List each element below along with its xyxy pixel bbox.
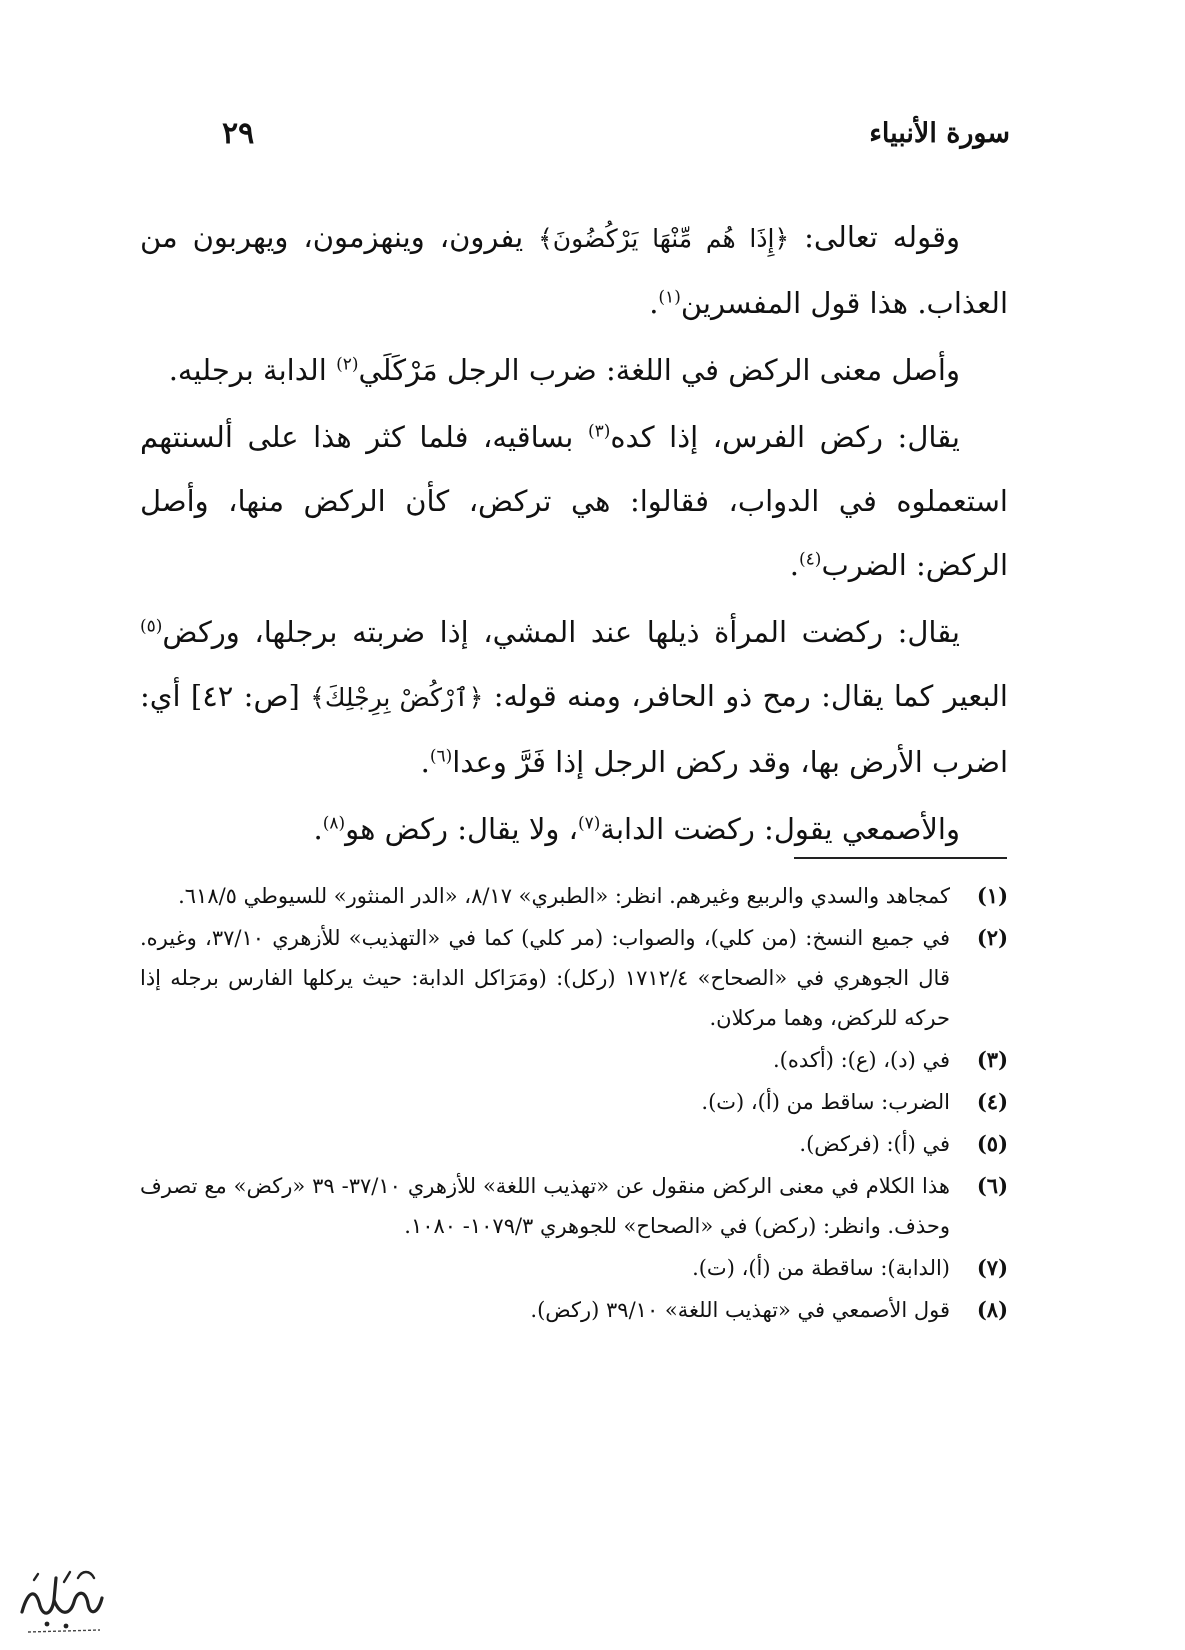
footnote — [140, 918, 1008, 1038]
footnote-text: الضرب: ساقط من (أ)، (ت). — [701, 1090, 950, 1114]
paragraph — [140, 338, 1008, 402]
footnote — [140, 1082, 1008, 1122]
paragraph — [140, 405, 1008, 597]
paragraph-text: يفرون، وينهزمون، ويهربون من العذاب. هذا قول المفسرين — [140, 220, 1008, 320]
paragraph-text: [ص: ٤٢] أي: اضرب الأرض بها، وقد ركض الرجل إذا فَرَّ وعدا — [140, 679, 1008, 779]
paragraph — [140, 600, 1008, 794]
quran-quote: ﴿إِذَا هُم مِّنْهَا يَرْكُضُونَ﴾ — [538, 224, 790, 253]
paragraph — [140, 205, 1008, 335]
paragraph-text: . — [789, 548, 800, 582]
paragraph-text: يقال: ركضت المرأة ذيلها عند المشي، إذا ضربته برجلها، وركض — [162, 615, 960, 649]
paragraph-text: . — [420, 745, 430, 779]
footnote-number: (٦) — [976, 1173, 1008, 1198]
footnote-text: في جميع النسخ: (من كلي)، والصواب: (مر كلي) كما في «التهذيب» للأزهري ٣٧/١٠، وغيره. قال الجوهري في «الصحاح» ١٧١٢/٤ (ركل): (ومَرَاكل الدابة: حيث يركلها الفارس برجله إذا حركه للركض، وهما مركلان. — [140, 926, 950, 1030]
footnote-number: (٨) — [976, 1297, 1008, 1322]
footnote-reference: (٦) — [429, 746, 453, 767]
footnote-separator — [794, 857, 1007, 859]
footnote-text: قول الأصمعي في «تهذيب اللغة» ٣٩/١٠ (ركض). — [530, 1298, 950, 1322]
footnote — [140, 876, 1008, 916]
main-text — [140, 205, 1008, 864]
footnote — [140, 1124, 1008, 1164]
calligraphy-stamp-logo — [14, 1560, 109, 1640]
footnote — [140, 1166, 1008, 1246]
footnotes — [140, 876, 1008, 1332]
paragraph-text: ، ولا يقال: ركض هو — [345, 812, 578, 846]
footnote-reference: (٢) — [336, 354, 359, 375]
paragraph-text: وقوله تعالى: — [789, 220, 960, 254]
footnote-number: (٣) — [976, 1047, 1008, 1072]
footnote-reference: (١) — [658, 287, 681, 308]
quran-quote: ﴿ٱرْكُضْ بِرِجْلِكَ﴾ — [310, 683, 484, 712]
paragraph-text: وأصل معنى الركض في اللغة: ضرب الرجل مَرْكَلَي — [358, 353, 960, 387]
footnote-text: (الدابة): ساقطة من (أ)، (ت). — [692, 1256, 950, 1280]
paragraph-text: بساقيه، فلما كثر هذا على ألسنتهم استعملوه في الدواب، فقالوا: هي تركض، كأن الركض منها، وأصل الركض: الضرب — [140, 420, 1008, 582]
page-number: ٢٩ — [222, 116, 255, 151]
footnote-reference: (٥) — [140, 616, 163, 637]
footnote-number: (٧) — [976, 1255, 1008, 1280]
footnote — [140, 1248, 1008, 1288]
paragraph-text: يقال: ركض الفرس، إذا كده — [610, 420, 960, 454]
footnote-text: هذا الكلام في معنى الركض منقول عن «تهذيب اللغة» للأزهري ٣٧/١٠- ٣٩ «ركض» مع تصرف وحذف. وانظر: (ركض) في «الصحاح» للجوهري ١٠٧٩/٣- ١٠٨٠. — [140, 1174, 950, 1238]
paragraph-text: . — [313, 812, 323, 846]
surah-title: سورة الأنبياء — [869, 118, 1010, 149]
running-header — [210, 118, 1010, 168]
paragraph-text: . — [649, 286, 659, 320]
paragraph — [140, 797, 1008, 861]
footnote-number: (٥) — [976, 1131, 1008, 1156]
footnote-number: (١) — [976, 883, 1008, 908]
paragraph-text: والأصمعي يقول: ركضت الدابة — [600, 812, 960, 846]
footnote-reference: (٨) — [322, 813, 346, 834]
footnote-text: كمجاهد والسدي والربيع وغيرهم. انظر: «الطبري» ٨/١٧، «الدر المنثور» للسيوطي ٦١٨/٥. — [178, 884, 950, 908]
footnote — [140, 1290, 1008, 1330]
footnote — [140, 1040, 1008, 1080]
footnote-number: (٢) — [976, 925, 1008, 950]
paragraph-text: الدابة برجليه. — [168, 353, 337, 387]
footnote-number: (٤) — [976, 1089, 1008, 1114]
footnote-reference: (٧) — [577, 813, 601, 834]
footnote-reference: (٣) — [587, 421, 611, 442]
paragraph-text: البعير كما يقال: رمح ذو الحافر، ومنه قوله: — [483, 679, 1008, 713]
footnote-text: في (أ): (فركض). — [799, 1132, 950, 1156]
footnote-reference: (٤) — [799, 549, 822, 570]
footnote-text: في (د)، (ع): (أكده). — [773, 1048, 950, 1072]
